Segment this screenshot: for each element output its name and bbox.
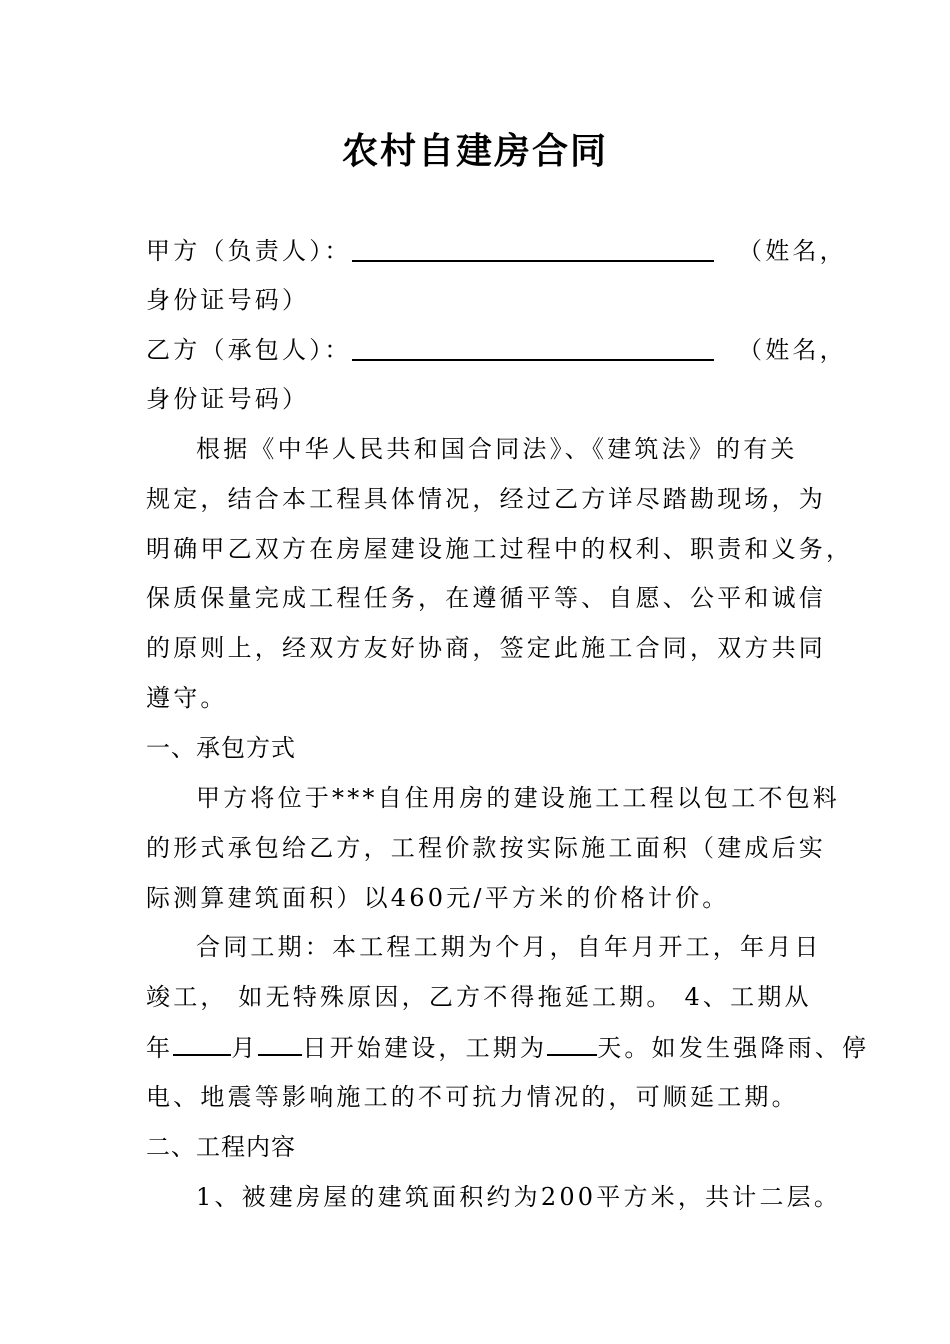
month-text: 月 <box>231 1034 259 1062</box>
day-blank[interactable] <box>258 1030 302 1056</box>
document-title: 农村自建房合同 <box>341 131 608 172</box>
party-a-name-blank[interactable] <box>352 234 714 262</box>
section-heading: 一、承包方式 <box>146 734 296 762</box>
section1-line: 的形式承包给乙方，工程价款按实际施工面积（建成后实 <box>146 834 826 862</box>
preamble-line: 保质保量完成工程任务，在遵循平等、自愿、公平和诚信 <box>146 584 826 612</box>
preamble-line: 的原则上，经双方友好协商，签定此施工合同，双方共同 <box>146 634 826 662</box>
preamble-line: 遵守。 <box>146 684 228 712</box>
section2-item: 1、被建房屋的建筑面积约为200平方米，共计二层。 <box>196 1183 842 1211</box>
party-b-hint-continued: 身份证号码） <box>146 385 310 413</box>
year-blank[interactable] <box>173 1030 231 1056</box>
preamble-line: 明确甲乙双方在房屋建设施工过程中的权利、职责和义务， <box>146 535 854 563</box>
term-line: 电、地震等影响施工的不可抗力情况的，可顺延工期。 <box>146 1083 799 1111</box>
days-blank[interactable] <box>547 1030 597 1056</box>
delay-text: 天。如发生强降雨、停 <box>597 1034 870 1062</box>
section1-line: 甲方将位于***自住用房的建设施工工程以包工不包料 <box>196 784 840 812</box>
preamble-line: 规定，结合本工程具体情况，经过乙方详尽踏勘现场，为 <box>146 485 826 513</box>
party-b-label: 乙方（承包人）： <box>146 336 352 364</box>
party-b-name-blank[interactable] <box>352 333 714 361</box>
party-b-hint: （姓名， <box>738 336 847 364</box>
term-line: 竣工， 如无特殊原因，乙方不得拖延工期。 4、工期从 <box>146 983 812 1011</box>
preamble-line: 根据《中华人民共和国合同法》、《建筑法》的有关 <box>196 435 798 463</box>
term-line-with-blanks <box>146 1030 870 1065</box>
party-b-row <box>146 333 847 367</box>
party-a-row <box>146 234 847 268</box>
year-text: 年 <box>146 1034 174 1062</box>
section1-line: 际测算建筑面积）以460元/平方米的价格计价。 <box>146 884 730 912</box>
start-text: 日开始建设，工期为 <box>302 1034 548 1062</box>
party-a-label: 甲方（负责人）： <box>146 237 352 265</box>
party-a-hint-continued: 身份证号码） <box>146 286 310 314</box>
section-heading: 二、工程内容 <box>146 1133 296 1161</box>
party-a-hint: （姓名， <box>738 237 847 265</box>
term-line: 合同工期：本工程工期为个月，自年月开工，年月日 <box>196 933 822 961</box>
